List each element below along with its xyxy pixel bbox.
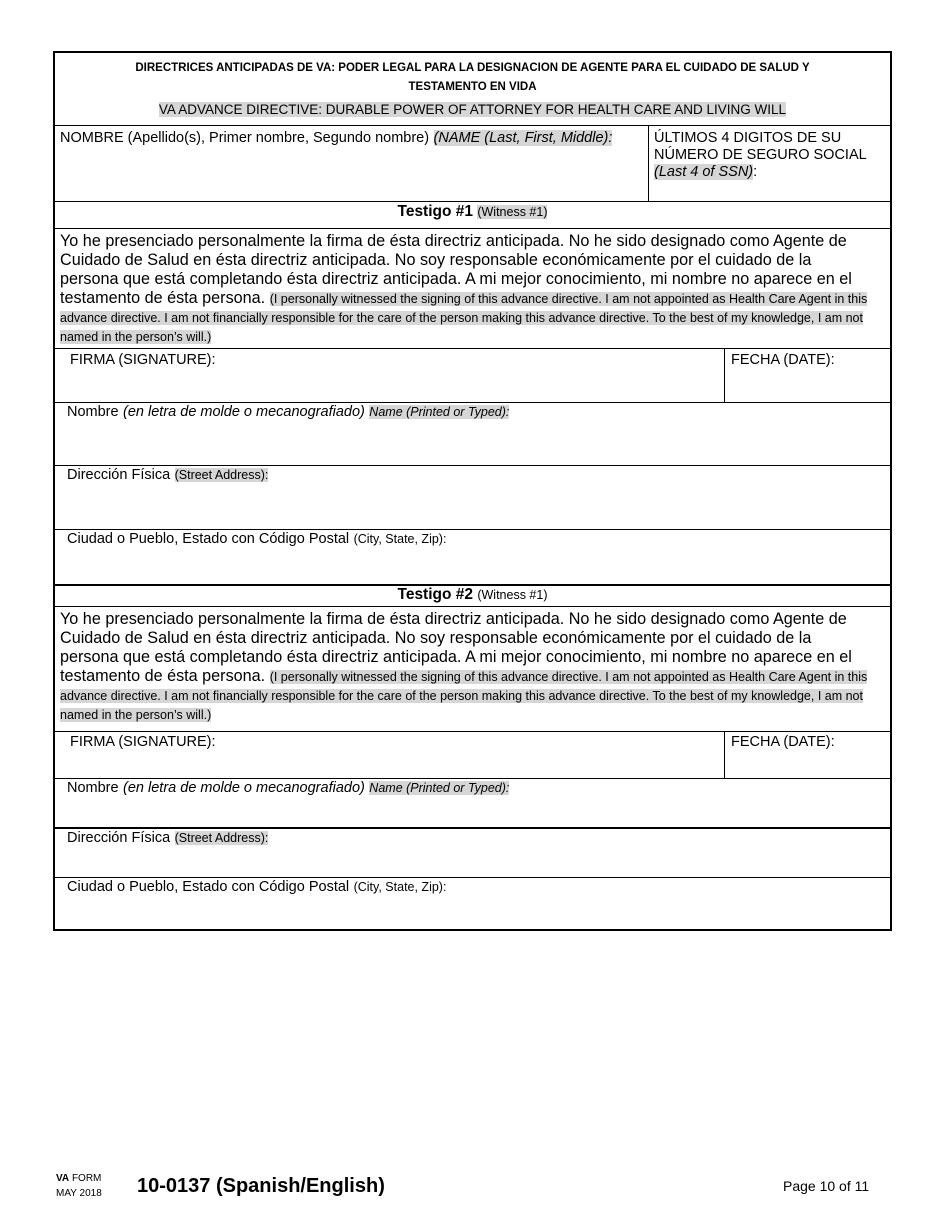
header-title-es: DIRECTRICES ANTICIPADAS DE VA: PODER LEGAL PARA LA DESIGNACION DE AGENTE PARA EL CUIDADO DE SALUD Y TESTAMENTO EN VIDA [135, 62, 810, 93]
advance-directive-form [53, 51, 892, 931]
footer-form-number: 10-0137 (Spanish/English) [137, 1175, 385, 1197]
witness1-signature-field[interactable]: FIRMA (SIGNATURE): [55, 349, 725, 402]
witness1-title: Testigo #1 (Witness #1) [55, 201, 890, 228]
witness1-address-field[interactable]: Dirección Física (Street Address): [55, 465, 890, 529]
witness2-title: Testigo #2 (Witness #1) [55, 584, 890, 606]
footer-va-form: VA FORM MAY 2018 [56, 1173, 102, 1199]
witness2-statement [55, 606, 890, 731]
header-title-en: VA ADVANCE DIRECTIVE: DURABLE POWER OF ATTORNEY FOR HEALTH CARE AND LIVING WILL [158, 102, 787, 117]
footer-page-number: Page 10 of 11 [783, 1178, 870, 1194]
witness1-signature-row [55, 348, 890, 402]
witness2-city-field[interactable]: Ciudad o Pueblo, Estado con Código Postal (City, State, Zip): [55, 877, 890, 929]
witness2-statement-en: (I personally witnessed the signing of this advance directive. I am not appointed as Health Care Agent in this advance directive. I am not financially responsible for the care of the person making this advance directive. To the best of my knowledge, I am not named in the person’s will.) [60, 670, 868, 722]
witness1-statement [55, 228, 890, 348]
witness1-name-field[interactable]: Nombre (en letra de molde o mecanografiado) Name (Printed or Typed): [55, 402, 890, 465]
ssn-field[interactable]: ÚLTIMOS 4 DIGITOS DE SU NÚMERO DE SEGURO SOCIAL (Last 4 of SSN): [654, 130, 867, 180]
form-header [55, 53, 890, 125]
witness1-city-field[interactable]: Ciudad o Pueblo, Estado con Código Postal (City, State, Zip): [55, 529, 890, 584]
witness2-statement-es: Yo he presenciado personalmente la firma de ésta directriz anticipada. No he sido designado como Agente de Cuidado de Salud en ésta directriz anticipada. No soy responsable económicamente por el cuidado de la persona que está completando ésta directriz anticipada. A mi mejor conocimiento, mi nombre no aparece en el testamento de ésta persona. [60, 610, 852, 685]
witness2-signature-row [55, 731, 890, 778]
witness2-signature-field[interactable]: FIRMA (SIGNATURE): [55, 732, 725, 778]
witness2-name-field[interactable]: Nombre (en letra de molde o mecanografiado) Name (Printed or Typed): [55, 778, 890, 827]
witness1-statement-en: (I personally witnessed the signing of this advance directive. I am not appointed as Health Care Agent in this advance directive. I am not financially responsible for the care of the person making this advance directive. To the best of my knowledge, I am not named in the person’s will.) [60, 292, 868, 344]
patient-name-field[interactable]: NOMBRE (Apellido(s), Primer nombre, Segundo nombre) (NAME (Last, First, Middle): [55, 126, 649, 201]
witness2-date-field[interactable]: FECHA (DATE): [731, 734, 835, 750]
witness1-date-field[interactable]: FECHA (DATE): [731, 352, 835, 368]
witness1-statement-es: Yo he presenciado personalmente la firma de ésta directriz anticipada. No he sido designado como Agente de Cuidado de Salud en ésta directriz anticipada. No soy responsable económicamente por el cuidado de la persona que está completando ésta directriz anticipada. A mi mejor conocimiento, mi nombre no aparece en el testamento de ésta persona. [60, 232, 852, 307]
patient-name-row [55, 125, 890, 201]
witness2-address-field[interactable]: Dirección Física (Street Address): [55, 827, 890, 877]
